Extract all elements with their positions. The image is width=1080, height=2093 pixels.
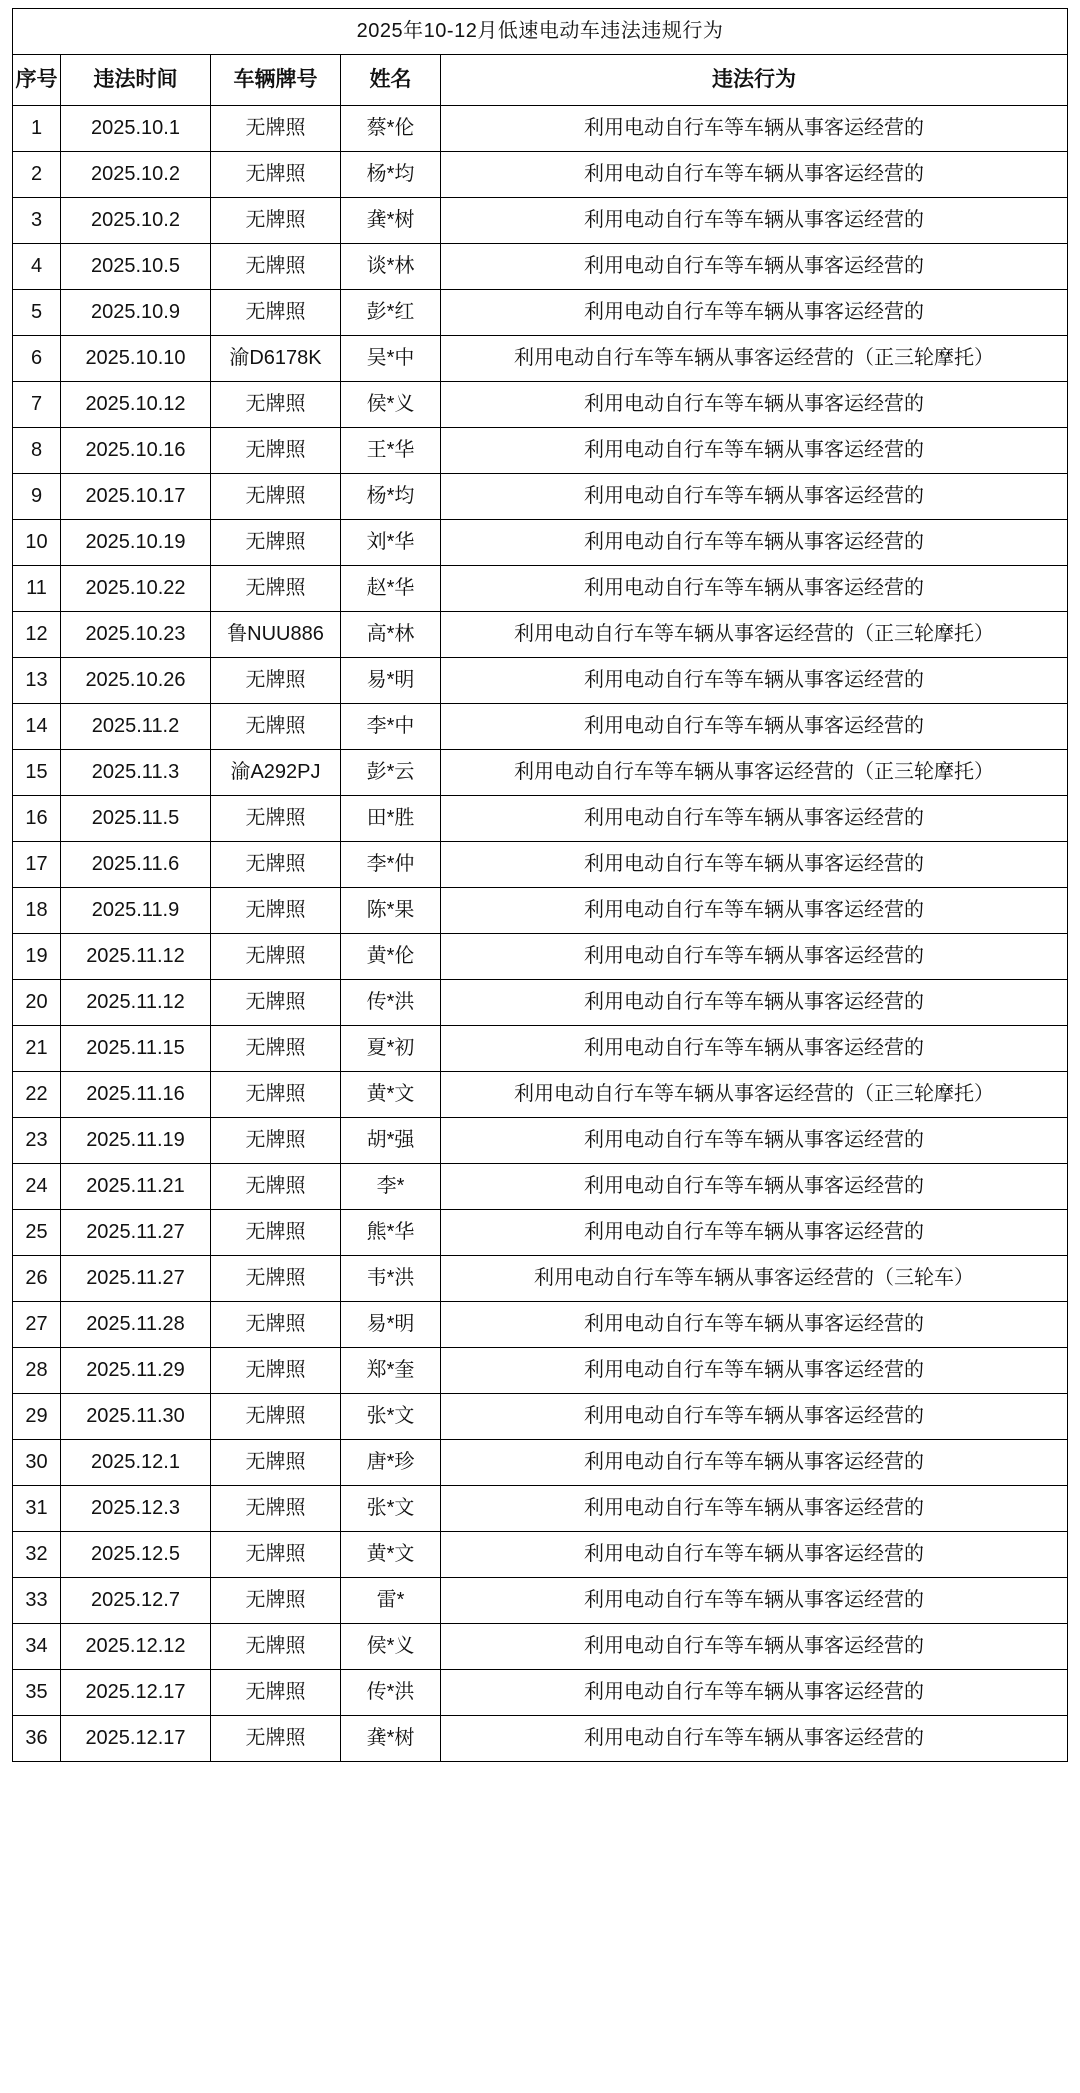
table-row bbox=[13, 1026, 1068, 1072]
cell-action: 利用电动自行车等车辆从事客运经营的（正三轮摩托） bbox=[441, 612, 1068, 658]
column-header-index: 序号 bbox=[13, 55, 61, 106]
cell-plate: 无牌照 bbox=[211, 152, 341, 198]
cell-plate: 无牌照 bbox=[211, 1210, 341, 1256]
cell-action: 利用电动自行车等车辆从事客运经营的 bbox=[441, 1670, 1068, 1716]
cell-plate: 无牌照 bbox=[211, 1486, 341, 1532]
cell-plate: 无牌照 bbox=[211, 1394, 341, 1440]
cell-index: 15 bbox=[13, 750, 61, 796]
cell-name: 蔡*伦 bbox=[341, 106, 441, 152]
cell-time: 2025.11.15 bbox=[61, 1026, 211, 1072]
cell-plate: 无牌照 bbox=[211, 1624, 341, 1670]
cell-time: 2025.10.10 bbox=[61, 336, 211, 382]
table-row bbox=[13, 1072, 1068, 1118]
cell-action: 利用电动自行车等车辆从事客运经营的 bbox=[441, 106, 1068, 152]
cell-time: 2025.10.9 bbox=[61, 290, 211, 336]
cell-action: 利用电动自行车等车辆从事客运经营的 bbox=[441, 1118, 1068, 1164]
cell-time: 2025.10.19 bbox=[61, 520, 211, 566]
table-row bbox=[13, 290, 1068, 336]
table-row bbox=[13, 152, 1068, 198]
table-row bbox=[13, 1394, 1068, 1440]
cell-name: 雷* bbox=[341, 1578, 441, 1624]
cell-action: 利用电动自行车等车辆从事客运经营的 bbox=[441, 1026, 1068, 1072]
cell-index: 29 bbox=[13, 1394, 61, 1440]
table-row bbox=[13, 1670, 1068, 1716]
cell-plate: 无牌照 bbox=[211, 1026, 341, 1072]
cell-plate: 渝D6178K bbox=[211, 336, 341, 382]
violations-table bbox=[12, 8, 1068, 1762]
cell-time: 2025.10.16 bbox=[61, 428, 211, 474]
cell-action: 利用电动自行车等车辆从事客运经营的 bbox=[441, 1624, 1068, 1670]
table-row bbox=[13, 1210, 1068, 1256]
cell-time: 2025.10.17 bbox=[61, 474, 211, 520]
cell-time: 2025.12.3 bbox=[61, 1486, 211, 1532]
cell-action: 利用电动自行车等车辆从事客运经营的 bbox=[441, 1532, 1068, 1578]
cell-time: 2025.11.28 bbox=[61, 1302, 211, 1348]
cell-name: 杨*均 bbox=[341, 474, 441, 520]
cell-time: 2025.12.1 bbox=[61, 1440, 211, 1486]
cell-name: 田*胜 bbox=[341, 796, 441, 842]
cell-index: 12 bbox=[13, 612, 61, 658]
cell-time: 2025.11.19 bbox=[61, 1118, 211, 1164]
cell-index: 35 bbox=[13, 1670, 61, 1716]
table-row bbox=[13, 1302, 1068, 1348]
cell-name: 胡*强 bbox=[341, 1118, 441, 1164]
cell-index: 28 bbox=[13, 1348, 61, 1394]
cell-index: 34 bbox=[13, 1624, 61, 1670]
cell-time: 2025.11.2 bbox=[61, 704, 211, 750]
cell-plate: 无牌照 bbox=[211, 796, 341, 842]
cell-plate: 无牌照 bbox=[211, 566, 341, 612]
cell-action: 利用电动自行车等车辆从事客运经营的（正三轮摩托） bbox=[441, 336, 1068, 382]
cell-plate: 无牌照 bbox=[211, 198, 341, 244]
cell-action: 利用电动自行车等车辆从事客运经营的 bbox=[441, 520, 1068, 566]
cell-action: 利用电动自行车等车辆从事客运经营的 bbox=[441, 566, 1068, 612]
table-row bbox=[13, 1118, 1068, 1164]
column-header-time: 违法时间 bbox=[61, 55, 211, 106]
cell-index: 21 bbox=[13, 1026, 61, 1072]
table-row bbox=[13, 1164, 1068, 1210]
cell-index: 1 bbox=[13, 106, 61, 152]
cell-action: 利用电动自行车等车辆从事客运经营的 bbox=[441, 1210, 1068, 1256]
cell-name: 李*中 bbox=[341, 704, 441, 750]
cell-name: 杨*均 bbox=[341, 152, 441, 198]
cell-name: 彭*云 bbox=[341, 750, 441, 796]
cell-index: 36 bbox=[13, 1716, 61, 1762]
title-row bbox=[13, 9, 1068, 55]
cell-index: 32 bbox=[13, 1532, 61, 1578]
table-row bbox=[13, 796, 1068, 842]
cell-index: 27 bbox=[13, 1302, 61, 1348]
cell-action: 利用电动自行车等车辆从事客运经营的 bbox=[441, 796, 1068, 842]
table-row bbox=[13, 1716, 1068, 1762]
cell-name: 易*明 bbox=[341, 1302, 441, 1348]
cell-plate: 无牌照 bbox=[211, 658, 341, 704]
cell-name: 熊*华 bbox=[341, 1210, 441, 1256]
table-row bbox=[13, 382, 1068, 428]
cell-action: 利用电动自行车等车辆从事客运经营的 bbox=[441, 1440, 1068, 1486]
cell-action: 利用电动自行车等车辆从事客运经营的 bbox=[441, 980, 1068, 1026]
cell-time: 2025.10.12 bbox=[61, 382, 211, 428]
cell-name: 谈*林 bbox=[341, 244, 441, 290]
cell-time: 2025.12.17 bbox=[61, 1670, 211, 1716]
table-row bbox=[13, 750, 1068, 796]
table-row bbox=[13, 1486, 1068, 1532]
cell-index: 30 bbox=[13, 1440, 61, 1486]
cell-name: 郑*奎 bbox=[341, 1348, 441, 1394]
cell-time: 2025.10.26 bbox=[61, 658, 211, 704]
cell-index: 13 bbox=[13, 658, 61, 704]
cell-time: 2025.11.27 bbox=[61, 1210, 211, 1256]
cell-name: 黄*文 bbox=[341, 1532, 441, 1578]
table-row bbox=[13, 566, 1068, 612]
cell-time: 2025.10.2 bbox=[61, 152, 211, 198]
cell-plate: 无牌照 bbox=[211, 428, 341, 474]
cell-name: 刘*华 bbox=[341, 520, 441, 566]
cell-action: 利用电动自行车等车辆从事客运经营的 bbox=[441, 1302, 1068, 1348]
table-row bbox=[13, 474, 1068, 520]
cell-index: 9 bbox=[13, 474, 61, 520]
cell-name: 黄*伦 bbox=[341, 934, 441, 980]
cell-name: 唐*珍 bbox=[341, 1440, 441, 1486]
cell-index: 8 bbox=[13, 428, 61, 474]
cell-time: 2025.10.5 bbox=[61, 244, 211, 290]
cell-index: 4 bbox=[13, 244, 61, 290]
table-row bbox=[13, 244, 1068, 290]
table-row bbox=[13, 1578, 1068, 1624]
cell-plate: 无牌照 bbox=[211, 1072, 341, 1118]
cell-index: 20 bbox=[13, 980, 61, 1026]
table-row bbox=[13, 1440, 1068, 1486]
cell-action: 利用电动自行车等车辆从事客运经营的 bbox=[441, 1164, 1068, 1210]
cell-index: 33 bbox=[13, 1578, 61, 1624]
cell-name: 传*洪 bbox=[341, 1670, 441, 1716]
cell-time: 2025.11.12 bbox=[61, 980, 211, 1026]
cell-action: 利用电动自行车等车辆从事客运经营的 bbox=[441, 382, 1068, 428]
cell-time: 2025.10.22 bbox=[61, 566, 211, 612]
cell-action: 利用电动自行车等车辆从事客运经营的 bbox=[441, 1348, 1068, 1394]
cell-action: 利用电动自行车等车辆从事客运经营的（正三轮摩托） bbox=[441, 1072, 1068, 1118]
table-row bbox=[13, 980, 1068, 1026]
cell-action: 利用电动自行车等车辆从事客运经营的 bbox=[441, 658, 1068, 704]
table-row bbox=[13, 888, 1068, 934]
cell-plate: 无牌照 bbox=[211, 474, 341, 520]
cell-index: 3 bbox=[13, 198, 61, 244]
cell-time: 2025.11.6 bbox=[61, 842, 211, 888]
cell-name: 陈*果 bbox=[341, 888, 441, 934]
cell-index: 19 bbox=[13, 934, 61, 980]
cell-time: 2025.11.16 bbox=[61, 1072, 211, 1118]
cell-action: 利用电动自行车等车辆从事客运经营的 bbox=[441, 1716, 1068, 1762]
cell-action: 利用电动自行车等车辆从事客运经营的 bbox=[441, 1578, 1068, 1624]
cell-name: 传*洪 bbox=[341, 980, 441, 1026]
column-header-row-group bbox=[13, 55, 1068, 106]
cell-action: 利用电动自行车等车辆从事客运经营的（三轮车） bbox=[441, 1256, 1068, 1302]
cell-index: 25 bbox=[13, 1210, 61, 1256]
cell-index: 18 bbox=[13, 888, 61, 934]
cell-time: 2025.11.21 bbox=[61, 1164, 211, 1210]
cell-plate: 鲁NUU886 bbox=[211, 612, 341, 658]
column-header-name: 姓名 bbox=[341, 55, 441, 106]
cell-index: 23 bbox=[13, 1118, 61, 1164]
cell-index: 10 bbox=[13, 520, 61, 566]
cell-index: 17 bbox=[13, 842, 61, 888]
cell-name: 张*文 bbox=[341, 1394, 441, 1440]
cell-action: 利用电动自行车等车辆从事客运经营的 bbox=[441, 1486, 1068, 1532]
cell-name: 王*华 bbox=[341, 428, 441, 474]
cell-index: 5 bbox=[13, 290, 61, 336]
cell-name: 龚*树 bbox=[341, 1716, 441, 1762]
cell-name: 李*仲 bbox=[341, 842, 441, 888]
cell-plate: 无牌照 bbox=[211, 1670, 341, 1716]
cell-plate: 无牌照 bbox=[211, 1716, 341, 1762]
cell-plate: 无牌照 bbox=[211, 704, 341, 750]
cell-name: 张*文 bbox=[341, 1486, 441, 1532]
cell-index: 7 bbox=[13, 382, 61, 428]
cell-name: 韦*洪 bbox=[341, 1256, 441, 1302]
column-header-row bbox=[13, 55, 1068, 106]
cell-name: 易*明 bbox=[341, 658, 441, 704]
cell-time: 2025.12.5 bbox=[61, 1532, 211, 1578]
cell-name: 李* bbox=[341, 1164, 441, 1210]
cell-action: 利用电动自行车等车辆从事客运经营的 bbox=[441, 1394, 1068, 1440]
cell-action: 利用电动自行车等车辆从事客运经营的 bbox=[441, 704, 1068, 750]
cell-index: 6 bbox=[13, 336, 61, 382]
table-row bbox=[13, 1532, 1068, 1578]
cell-time: 2025.10.23 bbox=[61, 612, 211, 658]
cell-name: 赵*华 bbox=[341, 566, 441, 612]
cell-plate: 无牌照 bbox=[211, 520, 341, 566]
cell-action: 利用电动自行车等车辆从事客运经营的 bbox=[441, 934, 1068, 980]
table-row bbox=[13, 612, 1068, 658]
table-row bbox=[13, 842, 1068, 888]
cell-action: 利用电动自行车等车辆从事客运经营的 bbox=[441, 888, 1068, 934]
cell-index: 14 bbox=[13, 704, 61, 750]
cell-action: 利用电动自行车等车辆从事客运经营的 bbox=[441, 244, 1068, 290]
table-row bbox=[13, 1624, 1068, 1670]
cell-name: 吴*中 bbox=[341, 336, 441, 382]
cell-action: 利用电动自行车等车辆从事客运经营的 bbox=[441, 474, 1068, 520]
table-row bbox=[13, 658, 1068, 704]
cell-plate: 无牌照 bbox=[211, 1164, 341, 1210]
cell-index: 24 bbox=[13, 1164, 61, 1210]
column-header-plate: 车辆牌号 bbox=[211, 55, 341, 106]
cell-time: 2025.11.29 bbox=[61, 1348, 211, 1394]
cell-plate: 无牌照 bbox=[211, 244, 341, 290]
page-title: 2025年10-12月低速电动车违法违规行为 bbox=[13, 9, 1068, 55]
cell-index: 22 bbox=[13, 1072, 61, 1118]
cell-plate: 无牌照 bbox=[211, 106, 341, 152]
cell-time: 2025.11.9 bbox=[61, 888, 211, 934]
table-row bbox=[13, 520, 1068, 566]
cell-index: 26 bbox=[13, 1256, 61, 1302]
cell-time: 2025.11.27 bbox=[61, 1256, 211, 1302]
table-row bbox=[13, 704, 1068, 750]
cell-name: 龚*树 bbox=[341, 198, 441, 244]
cell-action: 利用电动自行车等车辆从事客运经营的（正三轮摩托） bbox=[441, 750, 1068, 796]
cell-plate: 无牌照 bbox=[211, 1348, 341, 1394]
cell-plate: 无牌照 bbox=[211, 980, 341, 1026]
cell-time: 2025.11.12 bbox=[61, 934, 211, 980]
table-row bbox=[13, 336, 1068, 382]
cell-time: 2025.12.7 bbox=[61, 1578, 211, 1624]
cell-time: 2025.12.17 bbox=[61, 1716, 211, 1762]
cell-plate: 无牌照 bbox=[211, 290, 341, 336]
cell-plate: 渝A292PJ bbox=[211, 750, 341, 796]
cell-time: 2025.11.5 bbox=[61, 796, 211, 842]
cell-time: 2025.12.12 bbox=[61, 1624, 211, 1670]
table-body bbox=[13, 106, 1068, 1762]
cell-name: 彭*红 bbox=[341, 290, 441, 336]
table-row bbox=[13, 198, 1068, 244]
cell-name: 侯*义 bbox=[341, 382, 441, 428]
cell-plate: 无牌照 bbox=[211, 382, 341, 428]
cell-action: 利用电动自行车等车辆从事客运经营的 bbox=[441, 428, 1068, 474]
cell-time: 2025.10.1 bbox=[61, 106, 211, 152]
cell-name: 黄*文 bbox=[341, 1072, 441, 1118]
cell-index: 11 bbox=[13, 566, 61, 612]
table-head bbox=[13, 9, 1068, 55]
cell-index: 31 bbox=[13, 1486, 61, 1532]
cell-action: 利用电动自行车等车辆从事客运经营的 bbox=[441, 152, 1068, 198]
table-row bbox=[13, 428, 1068, 474]
cell-action: 利用电动自行车等车辆从事客运经营的 bbox=[441, 198, 1068, 244]
cell-plate: 无牌照 bbox=[211, 888, 341, 934]
cell-plate: 无牌照 bbox=[211, 1440, 341, 1486]
column-header-action: 违法行为 bbox=[441, 55, 1068, 106]
table-row bbox=[13, 934, 1068, 980]
cell-plate: 无牌照 bbox=[211, 1578, 341, 1624]
cell-plate: 无牌照 bbox=[211, 1532, 341, 1578]
cell-time: 2025.11.3 bbox=[61, 750, 211, 796]
cell-plate: 无牌照 bbox=[211, 1256, 341, 1302]
table-row bbox=[13, 1348, 1068, 1394]
cell-plate: 无牌照 bbox=[211, 1118, 341, 1164]
cell-action: 利用电动自行车等车辆从事客运经营的 bbox=[441, 290, 1068, 336]
cell-plate: 无牌照 bbox=[211, 1302, 341, 1348]
cell-plate: 无牌照 bbox=[211, 842, 341, 888]
cell-time: 2025.10.2 bbox=[61, 198, 211, 244]
cell-action: 利用电动自行车等车辆从事客运经营的 bbox=[441, 842, 1068, 888]
table-row bbox=[13, 1256, 1068, 1302]
cell-plate: 无牌照 bbox=[211, 934, 341, 980]
cell-name: 夏*初 bbox=[341, 1026, 441, 1072]
cell-index: 16 bbox=[13, 796, 61, 842]
cell-name: 高*林 bbox=[341, 612, 441, 658]
cell-name: 侯*义 bbox=[341, 1624, 441, 1670]
table-row bbox=[13, 106, 1068, 152]
cell-index: 2 bbox=[13, 152, 61, 198]
cell-time: 2025.11.30 bbox=[61, 1394, 211, 1440]
